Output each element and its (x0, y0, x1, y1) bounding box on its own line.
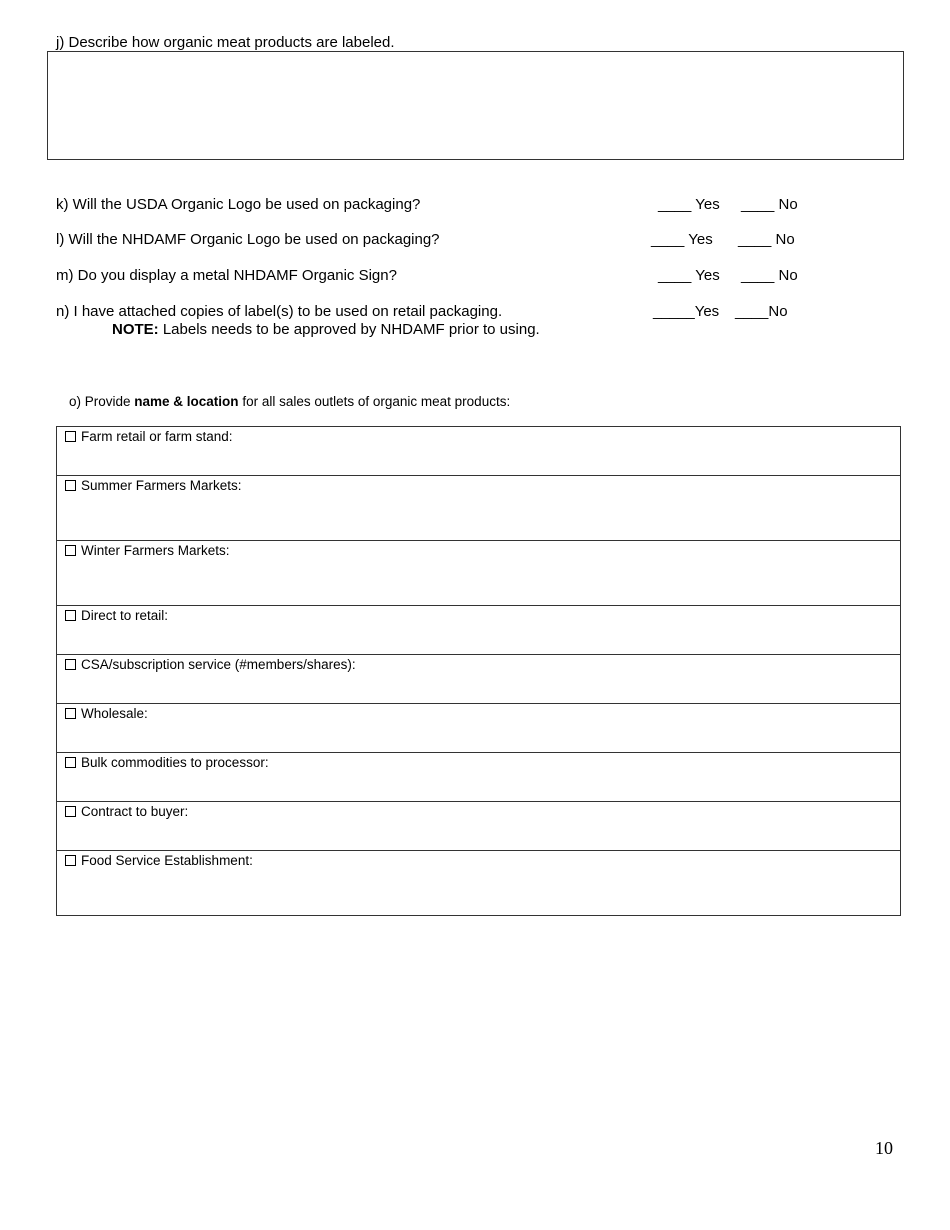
outlet-label: Winter Farmers Markets: (81, 543, 230, 558)
question-o-prefix: o) Provide (69, 394, 135, 409)
question-l-no-option[interactable]: ____ No (738, 231, 795, 248)
checkbox-icon[interactable] (65, 431, 76, 442)
note-text (112, 321, 540, 338)
checkbox-icon[interactable] (65, 659, 76, 670)
outlet-label: Food Service Establishment: (81, 853, 253, 868)
question-m-yes-option[interactable]: ____ Yes (658, 267, 720, 284)
outlet-row-csa[interactable] (57, 655, 900, 704)
note-label: NOTE: (112, 321, 159, 338)
outlet-label: Bulk commodities to processor: (81, 755, 269, 770)
checkbox-icon[interactable] (65, 855, 76, 866)
page-number: 10 (875, 1138, 893, 1158)
outlet-label: Summer Farmers Markets: (81, 478, 242, 493)
question-o-bold: name & location (134, 394, 239, 409)
question-n-yes-option[interactable]: _____Yes (653, 303, 720, 320)
question-o-suffix: for all sales outlets of organic meat products: (238, 394, 511, 409)
checkbox-icon[interactable] (65, 757, 76, 768)
outlet-row-bulk-commodities[interactable] (57, 753, 900, 802)
question-k-no-option[interactable]: ____ No (741, 196, 798, 213)
outlet-row-winter-markets[interactable] (57, 541, 900, 606)
checkbox-icon[interactable] (65, 480, 76, 491)
outlet-row-wholesale[interactable] (57, 704, 900, 753)
checkbox-icon[interactable] (65, 708, 76, 719)
outlet-row-farm-retail[interactable] (57, 427, 900, 476)
outlet-label: CSA/subscription service (#members/shares): (81, 657, 356, 672)
outlet-label: Farm retail or farm stand: (81, 429, 233, 444)
question-j-answer-box[interactable] (47, 51, 904, 160)
question-l-text: l) Will the NHDAMF Organic Logo be used on packaging? (56, 231, 440, 248)
question-o-text (69, 394, 510, 409)
checkbox-icon[interactable] (65, 545, 76, 556)
outlet-label: Direct to retail: (81, 608, 169, 623)
sales-outlets-table (56, 426, 901, 916)
question-k-yes-option[interactable]: ____ Yes (658, 196, 720, 213)
outlet-label: Contract to buyer: (81, 804, 189, 819)
note-body: Labels needs to be approved by NHDAMF prior to using. (158, 321, 540, 338)
outlet-label: Wholesale: (81, 706, 148, 721)
outlet-row-food-service[interactable] (57, 851, 900, 915)
question-n-no-option[interactable]: ____No (735, 303, 788, 320)
outlet-row-direct-retail[interactable] (57, 606, 900, 655)
question-l-yes-option[interactable]: ____ Yes (651, 231, 713, 248)
question-j-label: j) Describe how organic meat products are labeled. (56, 34, 395, 51)
question-m-no-option[interactable]: ____ No (741, 267, 798, 284)
checkbox-icon[interactable] (65, 806, 76, 817)
outlet-row-summer-markets[interactable] (57, 476, 900, 541)
checkbox-icon[interactable] (65, 610, 76, 621)
question-k-text: k) Will the USDA Organic Logo be used on packaging? (56, 196, 421, 213)
outlet-row-contract-buyer[interactable] (57, 802, 900, 851)
question-m-text: m) Do you display a metal NHDAMF Organic Sign? (56, 267, 397, 284)
question-n-text: n) I have attached copies of label(s) to be used on retail packaging. (56, 303, 503, 320)
